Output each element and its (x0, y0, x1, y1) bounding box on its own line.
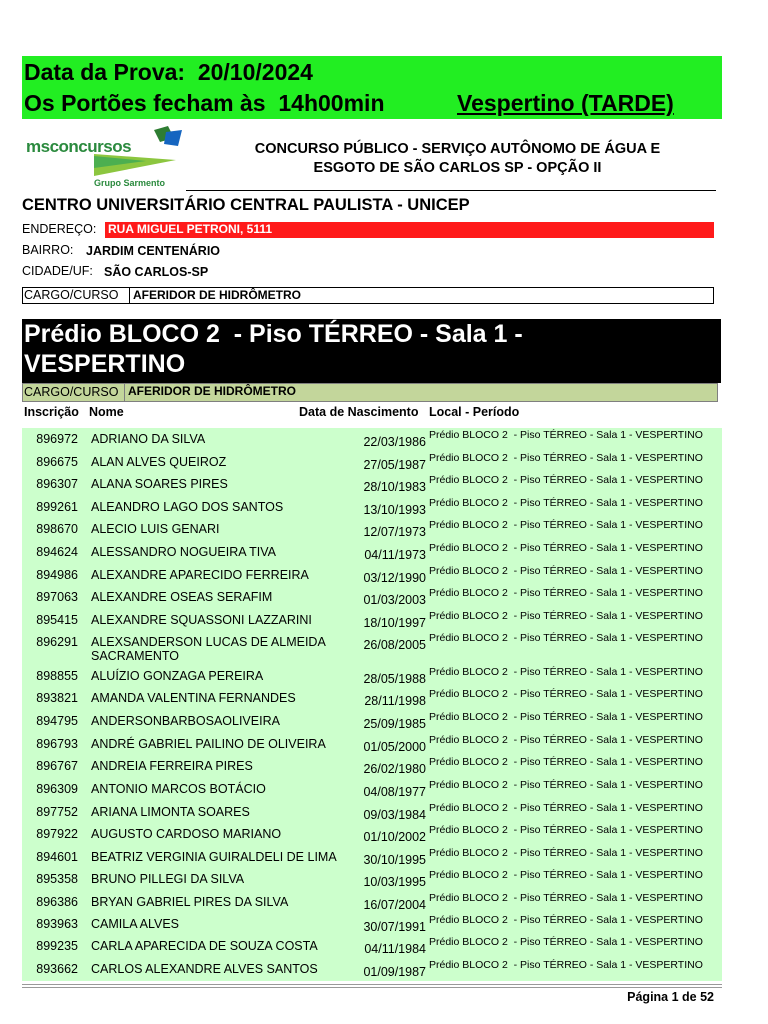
room-title-line1: Prédio BLOCO 2 - Piso TÉRREO - Sala 1 - (24, 320, 523, 348)
table-row (22, 474, 722, 499)
name-cell: ANTONIO MARCOS BOTÁCIO (91, 782, 266, 796)
name-cell: AUGUSTO CARDOSO MARIANO (91, 827, 282, 841)
name-cell: BRUNO PILLEGI DA SILVA (91, 872, 245, 886)
header-nome: Nome (89, 405, 124, 419)
local-cell: Prédio BLOCO 2 - Piso TÉRREO - Sala 1 - VESPERTINO (429, 452, 703, 464)
birthdate-cell: 01/09/1987 (363, 965, 426, 979)
title-divider (186, 190, 716, 191)
logo-group: Grupo Sarmento (94, 178, 166, 188)
local-cell: Prédio BLOCO 2 - Piso TÉRREO - Sala 1 - VESPERTINO (429, 914, 703, 926)
name-cell: ADRIANO DA SILVA (91, 432, 206, 446)
inscricao-cell: 896767 (36, 759, 78, 773)
header-local: Local - Período (429, 405, 520, 419)
local-cell: Prédio BLOCO 2 - Piso TÉRREO - Sala 1 - VESPERTINO (429, 756, 703, 768)
name-cell: ANDREIA FERREIRA PIRES (91, 759, 253, 773)
inscricao-cell: 896309 (36, 782, 78, 796)
name-cell: ALUÍZIO GONZAGA PEREIRA (91, 669, 264, 683)
header-nascimento: Data de Nascimento (299, 405, 419, 419)
room-cargo-value: AFERIDOR DE HIDRÔMETRO (124, 383, 718, 402)
birthdate-cell: 10/03/1995 (363, 875, 426, 889)
gate-close-time: Os Portões fecham às 14h00min (24, 90, 385, 116)
exam-period: Vespertino (TARDE) (457, 90, 674, 116)
inscricao-cell: 897752 (36, 805, 78, 819)
name-cell: ALEXANDRE SQUASSONI LAZZARINI (91, 613, 312, 627)
inscricao-cell: 896675 (36, 455, 78, 469)
birthdate-cell: 27/05/1987 (363, 458, 426, 472)
name-cell: ANDERSONBARBOSAOLIVEIRA (91, 714, 280, 728)
local-cell: Prédio BLOCO 2 - Piso TÉRREO - Sala 1 - VESPERTINO (429, 666, 703, 678)
name-cell: ALESSANDRO NOGUEIRA TIVA (91, 545, 277, 559)
local-cell: Prédio BLOCO 2 - Piso TÉRREO - Sala 1 - VESPERTINO (429, 959, 703, 971)
inscricao-cell: 899261 (36, 500, 78, 514)
inscricao-cell: 893662 (36, 962, 78, 976)
birthdate-cell: 12/07/1973 (363, 525, 426, 539)
name-cell: ALEXANDRE APARECIDO FERREIRA (91, 568, 309, 582)
table-row (22, 542, 722, 567)
name-cell: CARLA APARECIDA DE SOUZA COSTA (91, 939, 318, 953)
contest-title-line1: CONCURSO PÚBLICO - SERVIÇO AUTÔNOMO DE ÁGUA E (254, 141, 661, 157)
birthdate-cell: 04/08/1977 (363, 785, 426, 799)
name-cell: CARLOS ALEXANDRE ALVES SANTOS (91, 962, 318, 976)
inscricao-cell: 896386 (36, 895, 78, 909)
name-cell: ALECIO LUIS GENARI (91, 522, 220, 536)
birthdate-cell: 26/08/2005 (363, 638, 426, 652)
inscricao-cell: 897922 (36, 827, 78, 841)
local-cell: Prédio BLOCO 2 - Piso TÉRREO - Sala 1 - VESPERTINO (429, 610, 703, 622)
birthdate-cell: 28/05/1988 (363, 672, 426, 686)
local-cell: Prédio BLOCO 2 - Piso TÉRREO - Sala 1 - VESPERTINO (429, 847, 703, 859)
birthdate-cell: 26/02/1980 (363, 762, 426, 776)
cargo-label: CARGO/CURSO (24, 288, 119, 302)
birthdate-cell: 16/07/2004 (363, 898, 426, 912)
table-row (22, 959, 722, 984)
inscricao-cell: 896972 (36, 432, 78, 446)
msconcursos-logo (26, 124, 186, 190)
header-inscricao: Inscrição (24, 405, 79, 419)
birthdate-cell: 04/11/1973 (364, 548, 426, 562)
inscricao-cell: 896793 (36, 737, 78, 751)
table-row (22, 519, 722, 544)
local-cell: Prédio BLOCO 2 - Piso TÉRREO - Sala 1 - VESPERTINO (429, 779, 703, 791)
table-row (22, 632, 722, 663)
birthdate-cell: 28/11/1998 (364, 694, 426, 708)
birthdate-cell: 25/09/1985 (363, 717, 426, 731)
table-row (22, 688, 722, 713)
table-row (22, 429, 722, 454)
birthdate-cell: 03/12/1990 (363, 571, 426, 585)
name-cell: ALANA SOARES PIRES (91, 477, 228, 491)
local-cell: Prédio BLOCO 2 - Piso TÉRREO - Sala 1 - VESPERTINO (429, 429, 703, 441)
local-cell: Prédio BLOCO 2 - Piso TÉRREO - Sala 1 - VESPERTINO (429, 519, 703, 531)
address-label: ENDEREÇO: (22, 222, 97, 236)
local-cell: Prédio BLOCO 2 - Piso TÉRREO - Sala 1 - VESPERTINO (429, 497, 703, 509)
local-cell: Prédio BLOCO 2 - Piso TÉRREO - Sala 1 - VESPERTINO (429, 688, 703, 700)
inscricao-cell: 898670 (36, 522, 78, 536)
inscricao-cell: 895415 (36, 613, 78, 627)
inscricao-cell: 894795 (36, 714, 78, 728)
name-cell: ANDRÉ GABRIEL PAILINO DE OLIVEIRA (91, 737, 326, 751)
local-cell: Prédio BLOCO 2 - Piso TÉRREO - Sala 1 - VESPERTINO (429, 587, 703, 599)
birthdate-cell: 30/07/1991 (363, 920, 426, 934)
birthdate-cell: 09/03/1984 (363, 808, 426, 822)
name-cell: ALEANDRO LAGO DOS SANTOS (91, 500, 284, 514)
name-cell: ALEXSANDERSON LUCAS DE ALMEIDA SACRAMENTO (91, 635, 326, 663)
cargo-value: AFERIDOR DE HIDRÔMETRO (129, 287, 717, 304)
venue-name: CENTRO UNIVERSITÁRIO CENTRAL PAULISTA - UNICEP (22, 196, 470, 214)
footer-rule (22, 984, 722, 985)
table-row (22, 779, 722, 804)
local-cell: Prédio BLOCO 2 - Piso TÉRREO - Sala 1 - VESPERTINO (429, 734, 703, 746)
city-label: CIDADE/UF: (22, 264, 93, 278)
inscricao-cell: 898855 (36, 669, 78, 683)
birthdate-cell: 22/03/1986 (363, 435, 426, 449)
local-cell: Prédio BLOCO 2 - Piso TÉRREO - Sala 1 - VESPERTINO (429, 869, 703, 881)
birthdate-cell: 04/11/1984 (364, 942, 426, 956)
local-cell: Prédio BLOCO 2 - Piso TÉRREO - Sala 1 - VESPERTINO (429, 802, 703, 814)
contest-title (220, 140, 695, 178)
inscricao-cell: 894601 (36, 850, 78, 864)
inscricao-cell: 893963 (36, 917, 78, 931)
table-row (22, 936, 722, 961)
birthdate-cell: 01/03/2003 (363, 593, 426, 607)
cargo-box (22, 287, 714, 304)
city-value: SÃO CARLOS-SP (104, 265, 209, 279)
local-cell: Prédio BLOCO 2 - Piso TÉRREO - Sala 1 - VESPERTINO (429, 565, 703, 577)
local-cell: Prédio BLOCO 2 - Piso TÉRREO - Sala 1 - VESPERTINO (429, 474, 703, 486)
birthdate-cell: 01/10/2002 (363, 830, 426, 844)
name-cell: BRYAN GABRIEL PIRES DA SILVA (91, 895, 289, 909)
birthdate-cell: 01/05/2000 (363, 740, 426, 754)
address-value: RUA MIGUEL PETRONI, 5111 (108, 222, 273, 236)
district-value: JARDIM CENTENÁRIO (86, 244, 221, 258)
inscricao-cell: 895358 (36, 872, 78, 886)
inscricao-cell: 899235 (36, 939, 78, 953)
inscricao-cell: 894624 (36, 545, 78, 559)
room-title-line2: VESPERTINO (24, 350, 186, 378)
contest-title-line2: ESGOTO DE SÃO CARLOS SP - OPÇÃO II (313, 160, 602, 176)
name-cell: AMANDA VALENTINA FERNANDES (91, 691, 296, 705)
inscricao-cell: 896307 (36, 477, 78, 491)
local-cell: Prédio BLOCO 2 - Piso TÉRREO - Sala 1 - VESPERTINO (429, 936, 703, 948)
birthdate-cell: 28/10/1983 (363, 480, 426, 494)
local-cell: Prédio BLOCO 2 - Piso TÉRREO - Sala 1 - VESPERTINO (429, 632, 703, 644)
name-cell: ARIANA LIMONTA SOARES (91, 805, 250, 819)
inscricao-cell: 893821 (36, 691, 78, 705)
table-row (22, 824, 722, 849)
room-title (22, 319, 721, 383)
birthdate-cell: 13/10/1993 (363, 503, 426, 517)
table-row (22, 869, 722, 894)
local-cell: Prédio BLOCO 2 - Piso TÉRREO - Sala 1 - VESPERTINO (429, 824, 703, 836)
local-cell: Prédio BLOCO 2 - Piso TÉRREO - Sala 1 - VESPERTINO (429, 542, 703, 554)
room-cargo-label: CARGO/CURSO (24, 385, 119, 399)
local-cell: Prédio BLOCO 2 - Piso TÉRREO - Sala 1 - VESPERTINO (429, 892, 703, 904)
table-row (22, 587, 722, 612)
address-bar (105, 222, 714, 238)
exam-banner (22, 56, 722, 119)
birthdate-cell: 30/10/1995 (363, 853, 426, 867)
name-cell: BEATRIZ VERGINIA GUIRALDELI DE LIMA (91, 850, 337, 864)
logo-wordmark: msconcursos (26, 137, 132, 156)
district-label: BAIRRO: (22, 243, 74, 257)
footer-rule (22, 987, 722, 988)
inscricao-cell: 897063 (36, 590, 78, 604)
page-number: Página 1 de 52 (627, 990, 714, 1004)
name-cell: ALAN ALVES QUEIROZ (91, 455, 227, 469)
local-cell: Prédio BLOCO 2 - Piso TÉRREO - Sala 1 - VESPERTINO (429, 711, 703, 723)
room-cargo-box (22, 383, 718, 402)
exam-date: Data da Prova: 20/10/2024 (24, 59, 313, 85)
table-row (22, 756, 722, 781)
birthdate-cell: 18/10/1997 (363, 616, 426, 630)
inscricao-cell: 894986 (36, 568, 78, 582)
table-row (22, 711, 722, 736)
name-cell: CAMILA ALVES (91, 917, 180, 931)
inscricao-cell: 896291 (36, 635, 78, 649)
name-cell: ALEXANDRE OSEAS SERAFIM (91, 590, 273, 604)
